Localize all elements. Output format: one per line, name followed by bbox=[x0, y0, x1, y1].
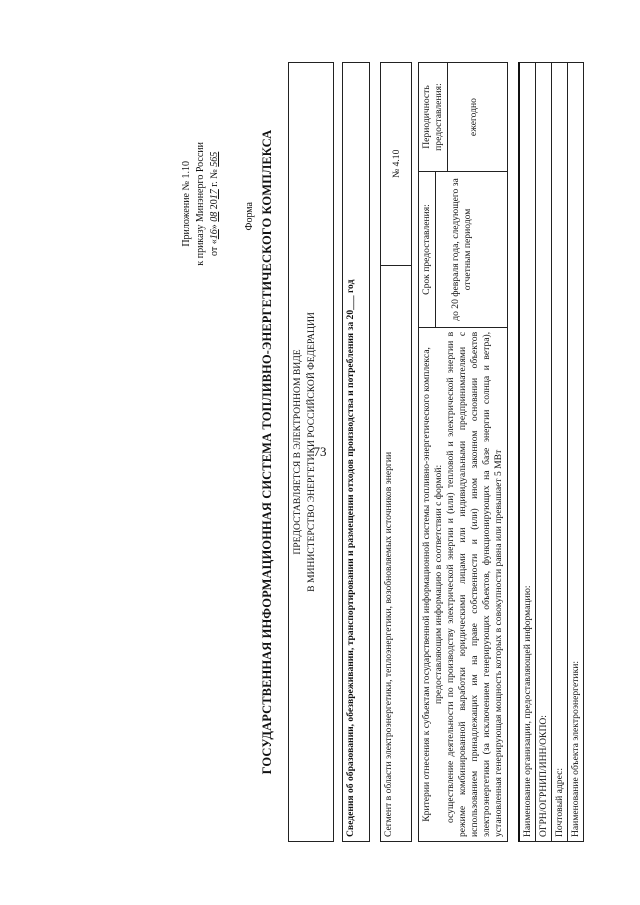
main-title: ГОСУДАРСТВЕННАЯ ИНФОРМАЦИОННАЯ СИСТЕМА ТОПЛИВНО-ЭНЕРГЕТИЧЕСКОГО КОМПЛЕКСА bbox=[260, 129, 274, 775]
report-title: Сведения об образовании, обезвреживании, транспортировании и размещении отходов производства и потребления за 20___ год bbox=[343, 63, 370, 842]
criteria-body: осуществление деятельности по производству электрической энергии и (или) тепловой и электрической энергии в режиме комбинированной выработки юридическими лицами или индивидуальными предпринимателями с использованием принадлежащих им на праве собственности и (или) ином законном основании объектов электроэнергетики (за исключением генерирующих объектов, функционирующих на базе энергии солнца и ветра), установленная генерирующая мощность которых в совокупности равна или превышает 5 МВт bbox=[445, 331, 504, 837]
appendix-line-2: к приказу Минэнерго России bbox=[195, 142, 206, 266]
period-body: ежегодно bbox=[468, 98, 479, 137]
appendix-block bbox=[180, 142, 222, 266]
criteria-cell bbox=[419, 327, 508, 841]
segment-label: Сегмент в области электроэнергетики, теплоэнергетики, возобновляемых источников энергии bbox=[381, 265, 412, 841]
info-row-ids: ОГРН/ОГРНИП/ИНН/ОКПО: bbox=[536, 63, 552, 842]
appendix-line-1: Приложение № 1.10 bbox=[181, 160, 192, 247]
presented-table bbox=[288, 62, 334, 842]
presented-line-1: ПРЕДОСТАВЛЯЕТСЯ В ЭЛЕКТРОННОМ ВИДЕ bbox=[292, 349, 303, 555]
form-label: Форма bbox=[244, 202, 255, 231]
rotated-form-sheet bbox=[176, 52, 581, 852]
period-cell bbox=[419, 63, 508, 172]
period-head: Периодичность предоставления: bbox=[419, 63, 448, 171]
appendix-month: 08 bbox=[209, 211, 220, 222]
criteria-table bbox=[418, 62, 508, 842]
appendix-day: 16 bbox=[209, 229, 220, 240]
appendix-year: 17 bbox=[209, 189, 220, 200]
info-row-address: Почтовый адрес: bbox=[552, 63, 568, 842]
page-number: 73 bbox=[313, 444, 327, 459]
deadline-cell bbox=[419, 172, 508, 328]
appendix-order-number: 565 bbox=[209, 151, 220, 167]
segment-number: № 4.10 bbox=[381, 63, 412, 266]
presented-line-2: В МИНИСТЕРСТВО ЭНЕРГЕТИКИ РОССИЙСКОЙ ФЕДЕРАЦИИ bbox=[306, 312, 317, 592]
deadline-body: до 20 февраля года, следующего за отчетным периодом bbox=[450, 178, 473, 321]
info-row-organization: Наименование организации, предоставляющей информацию: bbox=[519, 63, 536, 842]
presented-cell bbox=[289, 63, 334, 842]
criteria-head: Критерии отнесения к субъектам государственной информационной системы топливно-энергетического комплекса, предоставляющим информацию в соответствии с формой: bbox=[421, 347, 444, 822]
deadline-head: Срок предоставления: bbox=[419, 172, 436, 327]
organization-info-table bbox=[518, 62, 584, 842]
info-row-facility: Наименование объекта электроэнергетики: bbox=[568, 63, 584, 842]
segment-table bbox=[380, 62, 412, 842]
appendix-line-3: от «16» 08 2017 г. № 565 bbox=[209, 151, 220, 256]
report-title-table bbox=[342, 62, 370, 842]
